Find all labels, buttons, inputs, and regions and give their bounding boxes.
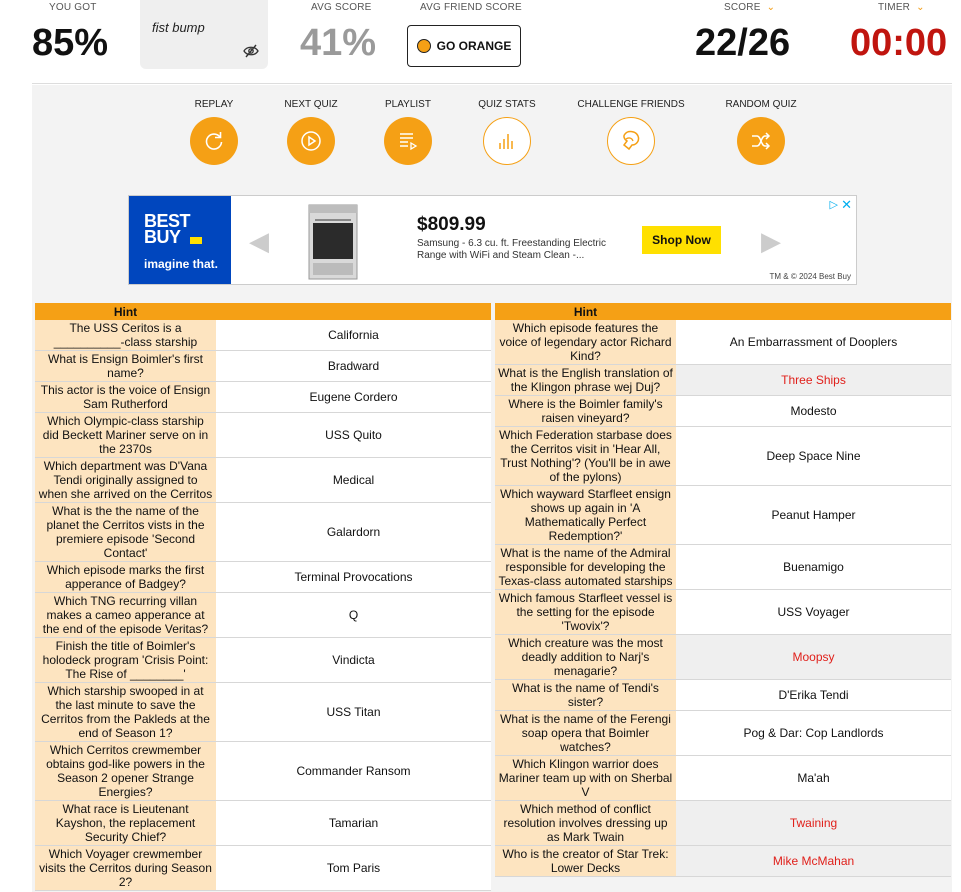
table-row — [495, 846, 951, 877]
best-buy-logo: BEST BUY imagine that. — [129, 196, 231, 284]
table-row — [495, 545, 951, 590]
table-row — [495, 365, 951, 396]
score-label[interactable]: SCORE ⌄ — [724, 2, 776, 13]
answers-section — [32, 295, 952, 892]
challenge-friends-button[interactable] — [576, 99, 686, 165]
avg-score-value: 41% — [300, 22, 377, 64]
answer-cell: Galardorn — [216, 503, 491, 562]
table-row — [495, 396, 951, 427]
next-quiz-label: NEXT QUIZ — [284, 99, 338, 110]
table-row — [495, 427, 951, 486]
hint-header: Hint — [495, 303, 676, 320]
answers-table-left — [35, 303, 491, 891]
you-got-value: 85% — [32, 22, 109, 64]
boxing-glove-icon — [607, 117, 655, 165]
hint-cell: The USS Ceritos is a __________-class starship — [35, 320, 216, 351]
hint-cell: What is Ensign Boimler's first name? — [35, 351, 216, 382]
hint-cell: What is the name of Tendi's sister? — [495, 680, 676, 711]
timer-label[interactable]: TIMER ⌄ — [878, 2, 925, 13]
missed-answer-cell: Mike McMahan — [676, 846, 951, 877]
answer-cell: Peanut Hamper — [676, 486, 951, 545]
ad-price: $809.99 — [417, 214, 486, 235]
go-orange-label: GO ORANGE — [436, 39, 512, 53]
answer-cell: USS Voyager — [676, 590, 951, 635]
ad-container — [32, 185, 952, 295]
missed-answer-cell: Twaining — [676, 801, 951, 846]
missed-answer-cell: Moopsy — [676, 635, 951, 680]
comment-box[interactable] — [140, 0, 268, 69]
answer-cell: USS Titan — [216, 683, 491, 742]
play-icon — [287, 117, 335, 165]
table-row — [35, 351, 491, 382]
hint-cell: Which Federation starbase does the Cerritos visit in 'Hear All, Trust Nothing'? (You'll be in awe of the pylons) — [495, 427, 676, 486]
answer-cell: Eugene Cordero — [216, 382, 491, 413]
advertisement[interactable] — [128, 195, 857, 285]
answer-cell: Terminal Provocations — [216, 562, 491, 593]
challenge-friends-label: CHALLENGE FRIENDS — [577, 99, 685, 110]
table-row — [35, 320, 491, 351]
table-row — [35, 458, 491, 503]
shop-now-button[interactable]: Shop Now — [642, 226, 721, 254]
ad-copyright: TM & © 2024 Best Buy — [769, 272, 851, 281]
avg-friend-score-label: AVG FRIEND SCORE — [420, 2, 522, 13]
answer-cell: Tamarian — [216, 801, 491, 846]
table-row — [35, 562, 491, 593]
replay-label: REPLAY — [194, 99, 234, 110]
shuffle-icon — [737, 117, 785, 165]
timer-value: 00:00 — [850, 22, 948, 64]
answer-header — [216, 303, 491, 320]
hint-cell: Which wayward Starfleet ensign shows up again in 'A Mathematically Perfect Redemption?' — [495, 486, 676, 545]
hint-cell: What is the English translation of the Klingon phrase wej Duj? — [495, 365, 676, 396]
table-row — [35, 742, 491, 801]
answer-cell: USS Quito — [216, 413, 491, 458]
hint-cell: Who is the creator of Star Trek: Lower Decks — [495, 846, 676, 877]
answer-cell: Ma'ah — [676, 756, 951, 801]
table-row — [35, 382, 491, 413]
table-row — [495, 801, 951, 846]
hint-cell: Which TNG recurring villan makes a cameo apperance at the end of the episode Veritas? — [35, 593, 216, 638]
table-row — [495, 756, 951, 801]
hint-cell: Which episode features the voice of legendary actor Richard Kind? — [495, 320, 676, 365]
hint-cell: What is the name of the Admiral responsible for developing the Texas-class automated starships — [495, 545, 676, 590]
ad-description: Samsung - 6.3 cu. ft. Freestanding Electric Range with WiFi and Steam Clean -... — [417, 238, 606, 261]
answer-cell: Tom Paris — [216, 846, 491, 891]
score-bar — [32, 0, 952, 84]
random-quiz-button[interactable] — [706, 99, 816, 165]
quiz-actions — [32, 85, 952, 185]
hint-cell: What race is Lieutenant Kayshon, the replacement Security Chief? — [35, 801, 216, 846]
hint-cell: Which department was D'Vana Tendi originally assigned to when she arrived on the Cerritos — [35, 458, 216, 503]
table-row — [35, 638, 491, 683]
range-product-image — [307, 201, 359, 281]
table-row — [35, 413, 491, 458]
answer-cell: D'Erika Tendi — [676, 680, 951, 711]
answer-cell: Buenamigo — [676, 545, 951, 590]
hint-cell: Which starship swooped in at the last minute to save the Cerritos from the Pakleds at the end of Season 1? — [35, 683, 216, 742]
table-row — [35, 801, 491, 846]
next-quiz-button[interactable] — [256, 99, 366, 165]
chevron-down-icon: ⌄ — [766, 2, 776, 13]
hint-cell: What is the the name of the planet the Cerritos vists in the premiere episode 'Second Contact' — [35, 503, 216, 562]
brand-tagline: imagine that. — [144, 257, 219, 271]
hint-cell: Which famous Starfleet vessel is the setting for the episode 'Twovix'? — [495, 590, 676, 635]
table-row — [495, 590, 951, 635]
quiz-stats-button[interactable] — [452, 99, 562, 165]
hint-cell: Which episode marks the first apperance of Badgey? — [35, 562, 216, 593]
table-row — [35, 503, 491, 562]
you-got-label: YOU GOT — [49, 2, 97, 13]
missed-answer-cell: Three Ships — [676, 365, 951, 396]
eye-slash-icon[interactable] — [243, 44, 259, 58]
answer-cell: Vindicta — [216, 638, 491, 683]
random-quiz-label: RANDOM QUIZ — [725, 99, 797, 110]
playlist-icon — [384, 117, 432, 165]
hint-cell: Finish the title of Boimler's holodeck program 'Crisis Point: The Rise of ________' — [35, 638, 216, 683]
answer-cell: Modesto — [676, 396, 951, 427]
playlist-label: PLAYLIST — [385, 99, 431, 110]
table-row — [495, 711, 951, 756]
replay-button[interactable] — [159, 99, 269, 165]
table-row — [35, 683, 491, 742]
go-orange-button[interactable] — [407, 25, 521, 67]
answer-cell: Bradward — [216, 351, 491, 382]
hint-cell: Which Olympic-class starship did Beckett Mariner serve on in the 2370s — [35, 413, 216, 458]
ad-next-arrow-icon[interactable]: ▶ — [761, 226, 781, 256]
hint-cell: Which Voyager crewmember visits the Cerritos during Season 2? — [35, 846, 216, 891]
answers-table-right — [495, 303, 951, 877]
answer-cell: Medical — [216, 458, 491, 503]
comment-text: fist bump — [152, 20, 205, 35]
close-icon[interactable]: ✕ — [841, 197, 852, 212]
ad-prev-arrow-icon[interactable]: ◀ — [249, 226, 269, 256]
hint-cell: Where is the Boimler family's raisen vineyard? — [495, 396, 676, 427]
adchoices-icon[interactable]: ▷ — [829, 199, 838, 211]
answer-header — [676, 303, 951, 320]
answer-cell: Pog & Dar: Cop Landlords — [676, 711, 951, 756]
chevron-down-icon: ⌄ — [916, 2, 925, 13]
table-row — [495, 320, 951, 365]
score-value: 22/26 — [695, 22, 791, 64]
hint-header: Hint — [35, 303, 216, 320]
stats-icon — [483, 117, 531, 165]
table-row — [495, 486, 951, 545]
avg-score-label: AVG SCORE — [311, 2, 372, 13]
orange-icon — [417, 39, 431, 53]
answer-cell: Deep Space Nine — [676, 427, 951, 486]
answer-cell: California — [216, 320, 491, 351]
table-row — [35, 593, 491, 638]
table-row — [495, 680, 951, 711]
table-row — [495, 635, 951, 680]
answer-cell: An Embarrassment of Dooplers — [676, 320, 951, 365]
table-row — [35, 846, 491, 891]
playlist-button[interactable] — [353, 99, 463, 165]
replay-icon — [190, 117, 238, 165]
hint-cell: Which Klingon warrior does Mariner team up with on Sherbal V — [495, 756, 676, 801]
answer-cell: Q — [216, 593, 491, 638]
hint-cell: Which method of conflict resolution involves dressing up as Mark Twain — [495, 801, 676, 846]
hint-cell: Which Cerritos crewmember obtains god-like powers in the Season 2 opener Strange Energies? — [35, 742, 216, 801]
hint-cell: Which creature was the most deadly addition to Narj's menagarie? — [495, 635, 676, 680]
quiz-stats-label: QUIZ STATS — [478, 99, 536, 110]
hint-cell: What is the name of the Ferengi soap opera that Boimler watches? — [495, 711, 676, 756]
hint-cell: This actor is the voice of Ensign Sam Rutherford — [35, 382, 216, 413]
price-tag-icon — [190, 237, 202, 244]
answer-cell: Commander Ransom — [216, 742, 491, 801]
